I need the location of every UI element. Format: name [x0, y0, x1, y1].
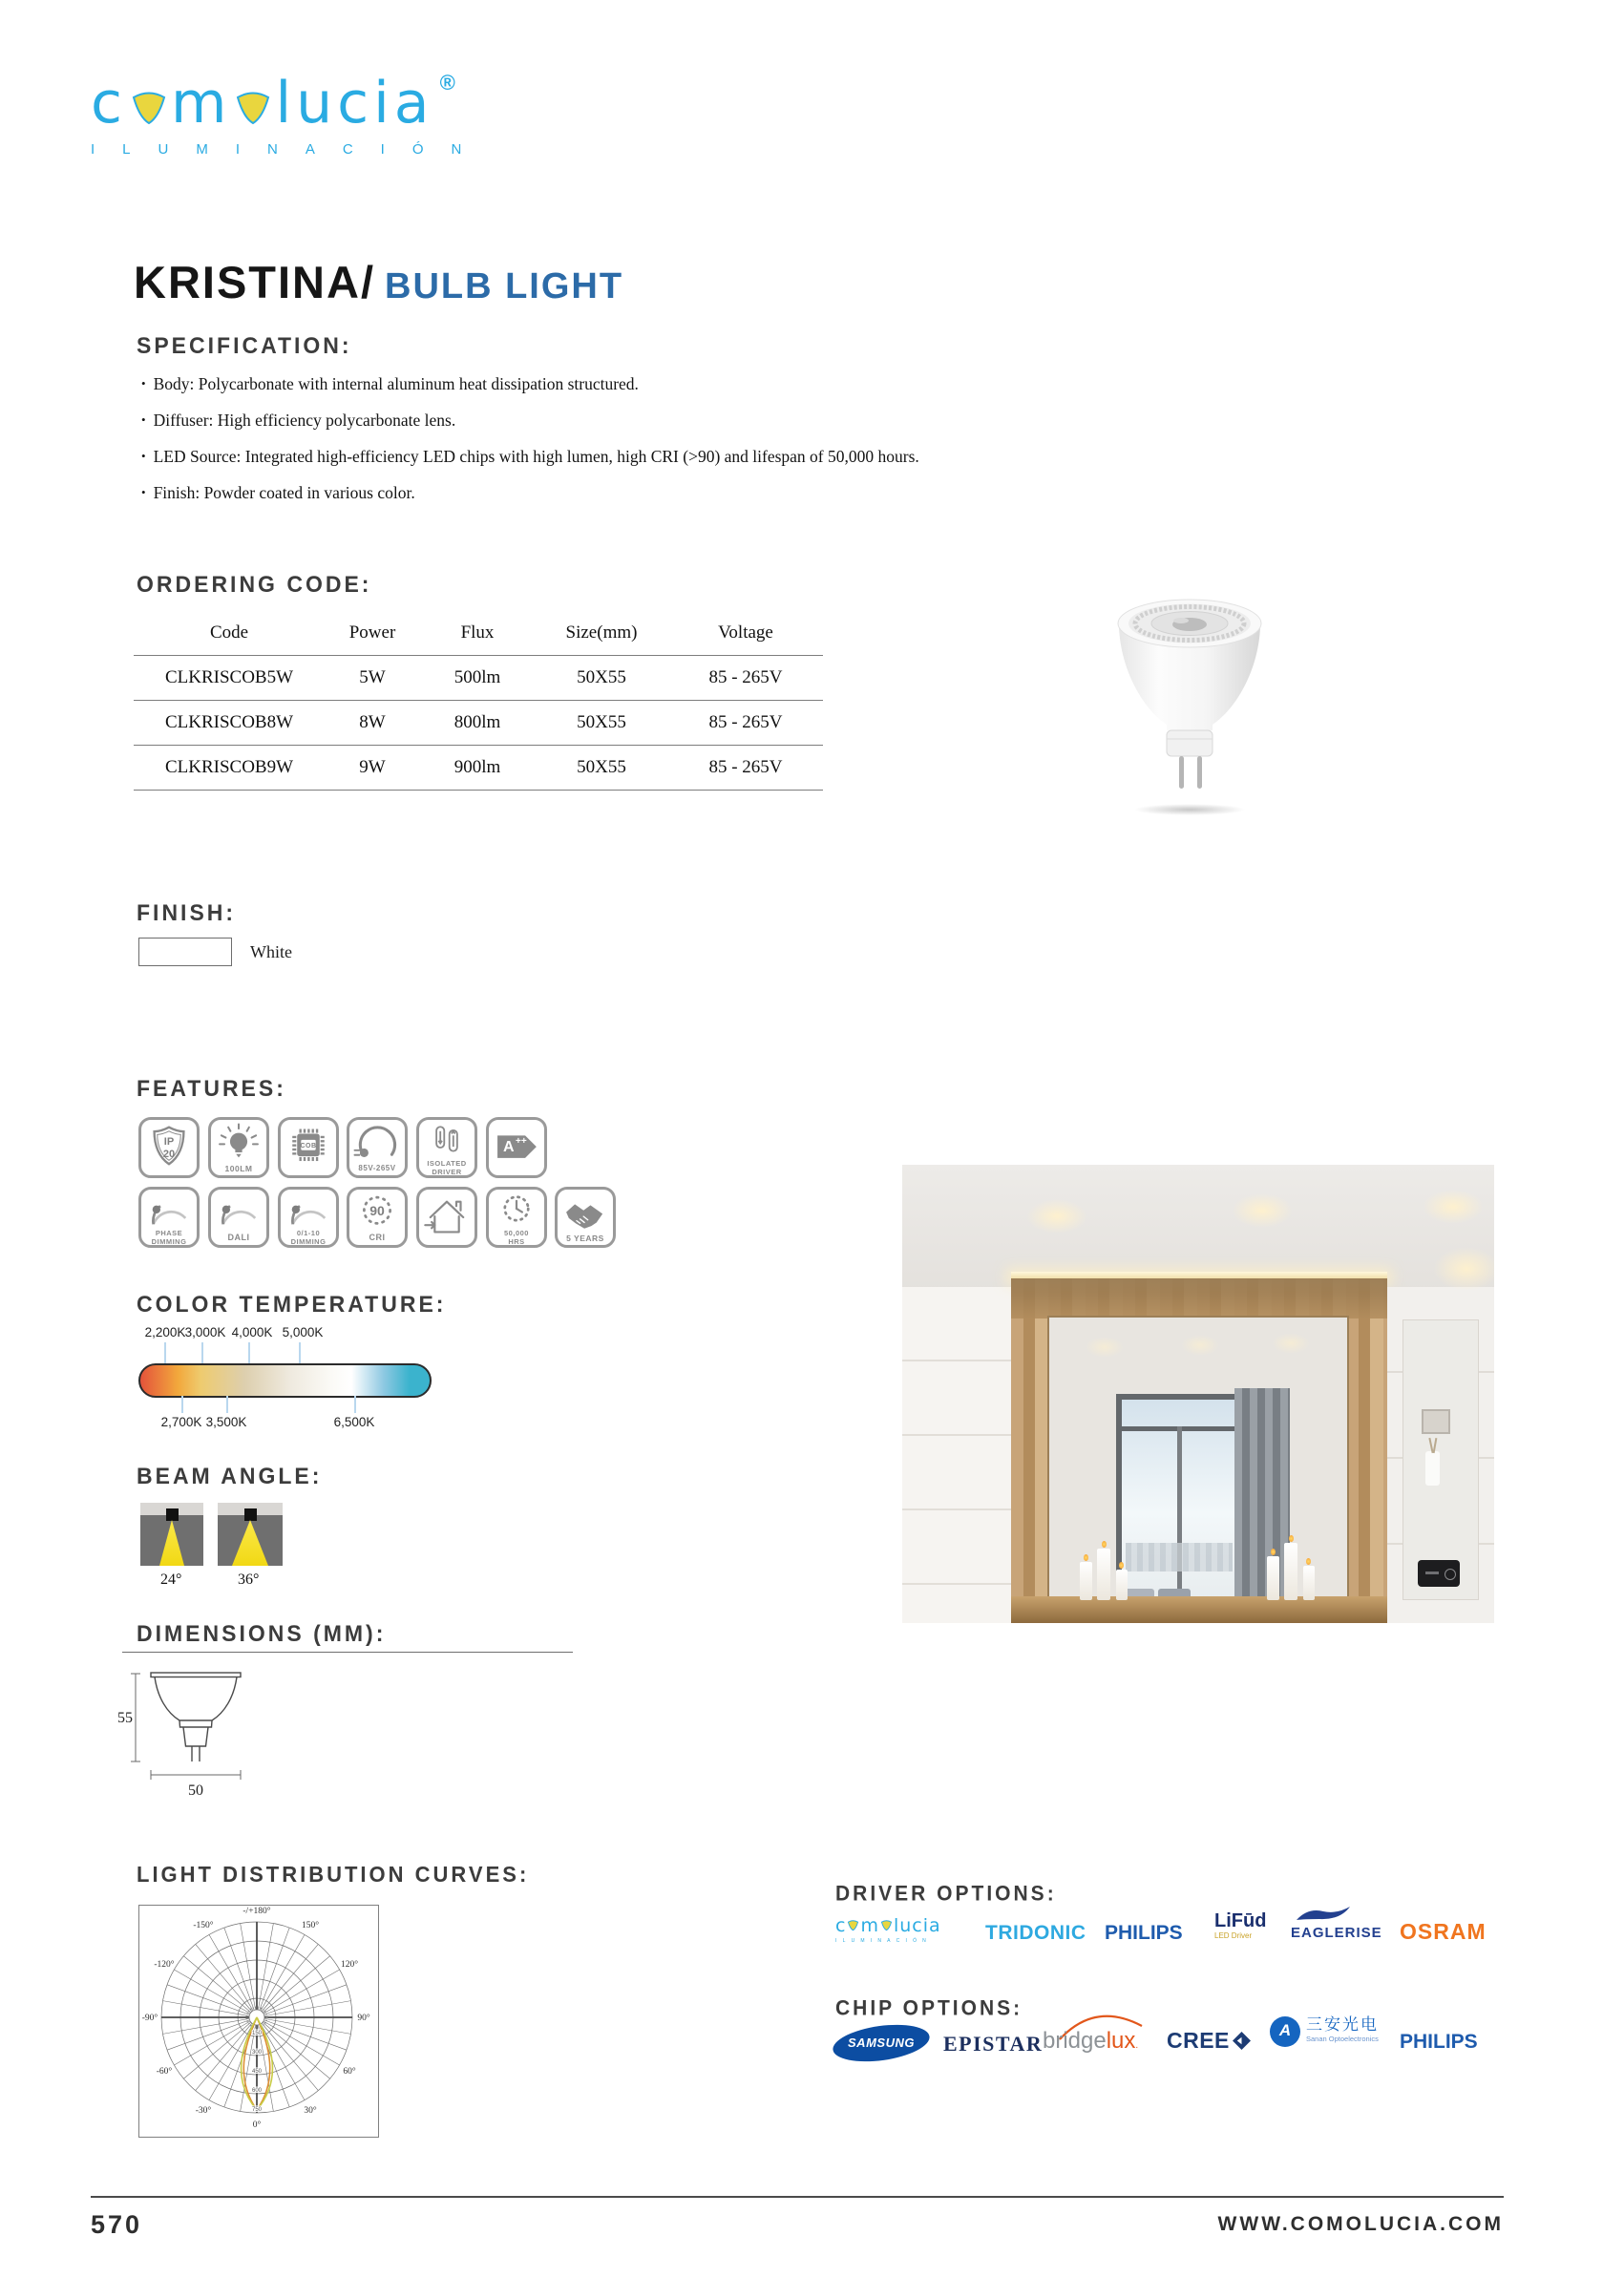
svg-text:30°: 30°	[304, 2105, 317, 2116]
cell-code: CLKRISCOB5W	[164, 667, 294, 687]
page-title	[134, 256, 623, 308]
cell-flux: 500lm	[453, 667, 501, 687]
brand-tagline: ILUMINACIÓN	[91, 141, 490, 158]
table-row	[134, 655, 823, 700]
footer-divider	[91, 2196, 1504, 2198]
color-temperature-gradient-bar	[138, 1363, 432, 1398]
chip-options-heading: CHIP OPTIONS:	[835, 1997, 1023, 2020]
product-name: KRISTINA/	[134, 257, 375, 307]
brand-logo: c m lucia ® ILUMINACIÓN	[91, 70, 490, 158]
svg-text:60°: 60°	[343, 2067, 356, 2077]
cell-size: 50X55	[577, 667, 626, 687]
table-row	[134, 700, 823, 745]
application-photo	[902, 1165, 1494, 1623]
cell-flux: 800lm	[453, 712, 501, 732]
dimension-width-label: 50	[188, 1782, 203, 1799]
feature-cob: COB	[278, 1117, 339, 1178]
feature-dali: DALI	[208, 1187, 269, 1248]
feature-isolated-driver: ISOLATED DRIVER	[416, 1117, 477, 1178]
svg-text:-30°: -30°	[195, 2105, 212, 2116]
feature-lumen: 100LM	[208, 1117, 269, 1178]
page-number: 570	[91, 2210, 143, 2239]
svg-text:-90°: -90°	[141, 2014, 158, 2023]
svg-text:150: 150	[251, 2031, 263, 2036]
finish-heading: FINISH:	[137, 899, 237, 926]
brand-o-icon	[130, 91, 168, 132]
finish-swatch-white	[138, 938, 232, 966]
svg-text:-/+180°: -/+180°	[243, 1907, 271, 1916]
svg-text:600: 600	[251, 2088, 263, 2094]
product-category: BULB LIGHT	[385, 266, 624, 306]
svg-text:150°: 150°	[301, 1921, 320, 1931]
logo-philips-driver: PHILIPS	[1105, 1922, 1183, 1944]
dimension-height-label: 55	[117, 1710, 133, 1726]
logo-eaglerise: EAGLERISE	[1291, 1906, 1382, 1940]
logo-epistar: EPISTAR	[943, 2032, 1044, 2056]
column-header: Flux	[460, 622, 495, 643]
column-header: Size(mm)	[565, 622, 638, 643]
sanan-a-icon: A	[1270, 2016, 1300, 2047]
features-heading: FEATURES:	[137, 1075, 286, 1102]
cree-diamond-icon	[1233, 2032, 1251, 2050]
kelvin-label: 2,700K	[160, 1415, 202, 1429]
cell-voltage: 85 - 265V	[708, 712, 783, 732]
beam-angle-36-diagram	[218, 1503, 283, 1566]
ordering-table	[134, 611, 823, 791]
finish-swatch-label: White	[250, 942, 292, 961]
svg-text:0°: 0°	[252, 2120, 262, 2130]
svg-text:120°: 120°	[340, 1960, 359, 1970]
cell-size: 50X55	[577, 757, 626, 777]
color-temperature-heading: COLOR TEMPERATURE:	[137, 1291, 447, 1318]
kelvin-label: 6,500K	[333, 1415, 375, 1429]
svg-text:300: 300	[251, 2050, 263, 2056]
beam-angle-heading: BEAM ANGLE:	[137, 1463, 323, 1489]
brand-o-icon	[847, 1919, 859, 1936]
spec-item: • Finish: Powder coated in various color.	[141, 483, 919, 503]
brand-o-icon	[234, 91, 272, 132]
feature-cri-90: 90 CRI	[347, 1187, 408, 1248]
svg-text:450: 450	[251, 2069, 263, 2075]
cell-power: 9W	[359, 757, 386, 777]
kelvin-label: 2,200K	[144, 1325, 186, 1339]
cell-voltage: 85 - 265V	[708, 667, 783, 687]
logo-osram: OSRAM	[1400, 1919, 1487, 1944]
feature-voltage-range: 85V-265V	[347, 1117, 408, 1178]
table-header-row	[134, 611, 823, 655]
cell-power: 8W	[359, 712, 386, 732]
svg-text:90°: 90°	[357, 2014, 370, 2023]
polar-distribution-chart	[138, 1905, 379, 2138]
svg-text:-150°: -150°	[193, 1921, 214, 1931]
driver-options-heading: DRIVER OPTIONS:	[835, 1883, 1057, 1906]
logo-cree: CREE	[1167, 2030, 1251, 2052]
kelvin-label: 3,500K	[205, 1415, 247, 1429]
column-header: Code	[209, 622, 249, 643]
kelvin-label: 5,000K	[282, 1325, 324, 1339]
house-icon	[419, 1190, 475, 1245]
product-image-bulb	[1106, 587, 1297, 831]
spec-item: • Diffuser: High efficiency polycarbonate lens.	[141, 411, 919, 431]
brand-o-icon	[880, 1919, 893, 1936]
logo-lifud: LiFūd LED Driver	[1214, 1910, 1267, 1940]
dimensions-heading: DIMENSIONS (MM):	[137, 1620, 387, 1647]
cell-voltage: 85 - 265V	[708, 757, 783, 777]
logo-tridonic: TRIDONIC	[985, 1922, 1086, 1944]
svg-text:750: 750	[251, 2107, 263, 2113]
light-distribution-heading: LIGHT DISTRIBUTION CURVES:	[137, 1862, 530, 1887]
beam-angle-24-diagram	[140, 1503, 203, 1566]
feature-warranty: 5 YEARS	[555, 1187, 616, 1248]
logo-sanan: A 三安光电 Sanan Optoelectronics	[1270, 2016, 1379, 2047]
spec-item: • LED Source: Integrated high-efficiency LED chips with high lumen, high CRI (>90) and lifespan of 50,000 hours.	[141, 447, 919, 467]
kelvin-label: 3,000K	[184, 1325, 226, 1339]
cell-flux: 900lm	[453, 757, 501, 777]
shield-icon	[141, 1120, 197, 1175]
logo-bridgelux: bridgelux.	[1043, 2009, 1157, 2066]
feature-phase-dimming: PHASE DIMMING	[138, 1187, 200, 1248]
energy-label-icon	[489, 1120, 544, 1175]
spec-item: • Body: Polycarbonate with internal aluminum heat dissipation structured.	[141, 374, 919, 394]
feature-0-1-10-dimming: 0/1-10 DIMMING	[278, 1187, 339, 1248]
feature-indoor	[416, 1187, 477, 1248]
logo-philips-chip: PHILIPS	[1400, 2031, 1478, 2053]
cell-size: 50X55	[577, 712, 626, 732]
feature-energy-class: A ++	[486, 1117, 547, 1178]
specification-list	[141, 374, 919, 519]
logo-samsung: SAMSUNG	[833, 2026, 930, 2062]
column-header: Voltage	[718, 622, 773, 643]
cell-code: CLKRISCOB8W	[164, 712, 294, 732]
divider	[122, 1652, 573, 1653]
logo-comolucia: c m lucia ILUMINACIÓN	[835, 1915, 941, 1944]
registered-mark: ®	[439, 71, 455, 95]
cell-code: CLKRISCOB9W	[164, 757, 294, 777]
feature-ip20: IP 20	[138, 1117, 200, 1178]
specification-heading: SPECIFICATION:	[137, 332, 352, 359]
cell-power: 5W	[359, 667, 386, 687]
ordering-heading: ORDERING CODE:	[137, 571, 372, 598]
kelvin-label: 4,000K	[231, 1325, 273, 1339]
beam-angle-label: 24°	[160, 1571, 182, 1588]
table-row	[134, 745, 823, 790]
dimension-drawing	[113, 1663, 313, 1811]
brand-wordmark: c	[91, 70, 127, 137]
svg-text:-120°: -120°	[154, 1960, 175, 1970]
feature-lifespan: 50,000 HRS	[486, 1187, 547, 1248]
column-header: Power	[348, 622, 396, 643]
eaglerise-swoosh-icon	[1291, 1906, 1361, 1923]
website-url: WWW.COMOLUCIA.COM	[1217, 2213, 1504, 2235]
beam-angle-label: 36°	[238, 1571, 260, 1588]
svg-text:-60°: -60°	[156, 2067, 173, 2077]
